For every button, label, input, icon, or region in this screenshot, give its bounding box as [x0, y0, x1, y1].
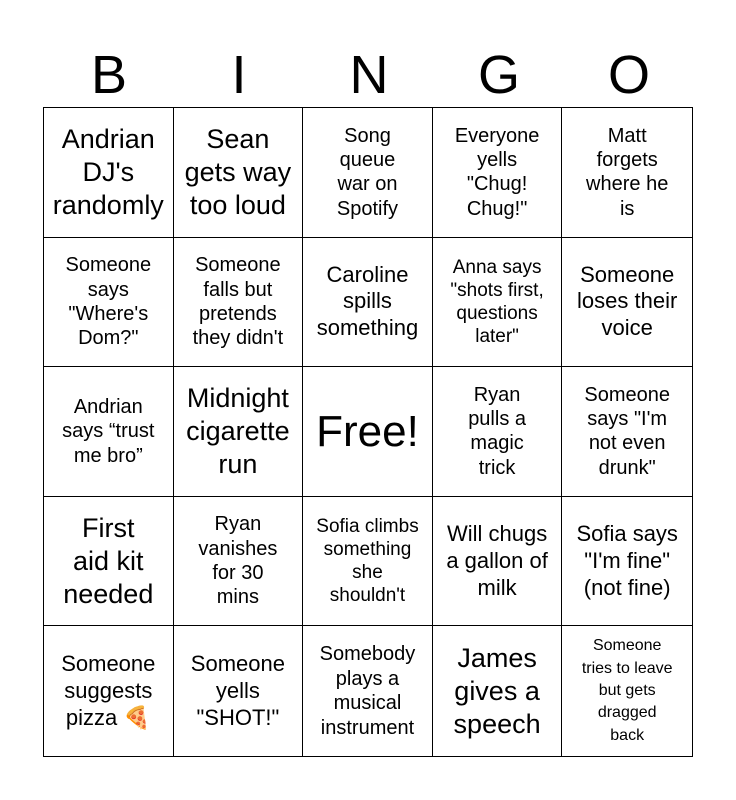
bingo-cell[interactable]	[303, 238, 433, 368]
bingo-cell[interactable]	[562, 497, 692, 627]
bingo-cell[interactable]	[303, 108, 433, 238]
bingo-cell[interactable]	[44, 497, 174, 627]
header-letter-n: N	[349, 45, 389, 105]
cell-text: Someone yells "SHOT!"	[190, 650, 285, 730]
cell-text: Ryan pulls a magic trick	[468, 383, 526, 479]
cell-text: Someone says "I'm not even drunk"	[584, 383, 670, 479]
free-space-cell[interactable]	[303, 367, 433, 497]
cell-text: Everyone yells "Chug! Chug!"	[454, 124, 540, 220]
bingo-cell[interactable]	[44, 238, 174, 368]
cell-text: James gives a speech	[453, 642, 541, 739]
bingo-cell[interactable]	[44, 108, 174, 238]
bingo-cell[interactable]	[174, 238, 304, 368]
header-letter-o: O	[607, 45, 650, 105]
cell-text: Sofia says "I'm fine" (not fine)	[576, 520, 678, 600]
cell-text: Andrian says “trust me bro”	[62, 395, 155, 467]
cell-text: Sofia climbs something she shouldn't	[316, 515, 419, 607]
cell-text: Someone says "Where's Dom?"	[65, 254, 152, 350]
header-letter-i: I	[231, 45, 247, 105]
cell-text: Someone falls but pretends they didn't	[192, 254, 284, 350]
cell-text: First aid kit needed	[63, 512, 154, 609]
cell-text: Anna says "shots first, questions later"	[450, 256, 544, 348]
bingo-cell[interactable]	[303, 626, 433, 756]
cell-text: Midnight cigarette run	[186, 383, 290, 479]
cell-text: Someone loses their voice	[577, 261, 678, 341]
bingo-cell[interactable]	[562, 367, 692, 497]
header-letter-g: G	[477, 45, 520, 105]
cell-text: Ryan vanishes for 30 mins	[198, 513, 278, 609]
header-letter-b: B	[90, 45, 128, 105]
bingo-cell[interactable]	[174, 367, 304, 497]
bingo-cell[interactable]	[433, 367, 563, 497]
bingo-header	[44, 40, 694, 110]
bingo-cell[interactable]	[562, 626, 692, 756]
cell-text: Caroline spills something	[316, 261, 419, 341]
bingo-cell[interactable]	[174, 497, 304, 627]
bingo-cell[interactable]	[44, 626, 174, 756]
bingo-cell[interactable]	[433, 497, 563, 627]
bingo-cell[interactable]	[562, 108, 692, 238]
cell-text: Somebody plays a musical instrument	[319, 643, 416, 739]
bingo-cell[interactable]	[174, 108, 304, 238]
bingo-cell[interactable]	[433, 108, 563, 238]
bingo-cell[interactable]	[303, 497, 433, 627]
bingo-board	[43, 107, 693, 757]
cell-text: Will chugs a gallon of milk	[446, 520, 548, 600]
cell-text: Andrian DJ's randomly	[52, 123, 164, 220]
free-space-label: Free!	[316, 406, 419, 456]
bingo-cell[interactable]	[562, 238, 692, 368]
cell-text: Someone suggests pizza 🍕	[61, 650, 156, 730]
bingo-cell[interactable]	[433, 626, 563, 756]
bingo-cell[interactable]	[433, 238, 563, 368]
cell-text: Sean gets way too loud	[184, 123, 292, 220]
bingo-cell[interactable]	[174, 626, 304, 756]
bingo-cell[interactable]	[44, 367, 174, 497]
cell-text: Someone tries to leave but gets dragged back	[581, 637, 673, 744]
cell-text: Song queue war on Spotify	[336, 124, 399, 220]
cell-text: Matt forgets where he is	[586, 124, 669, 220]
